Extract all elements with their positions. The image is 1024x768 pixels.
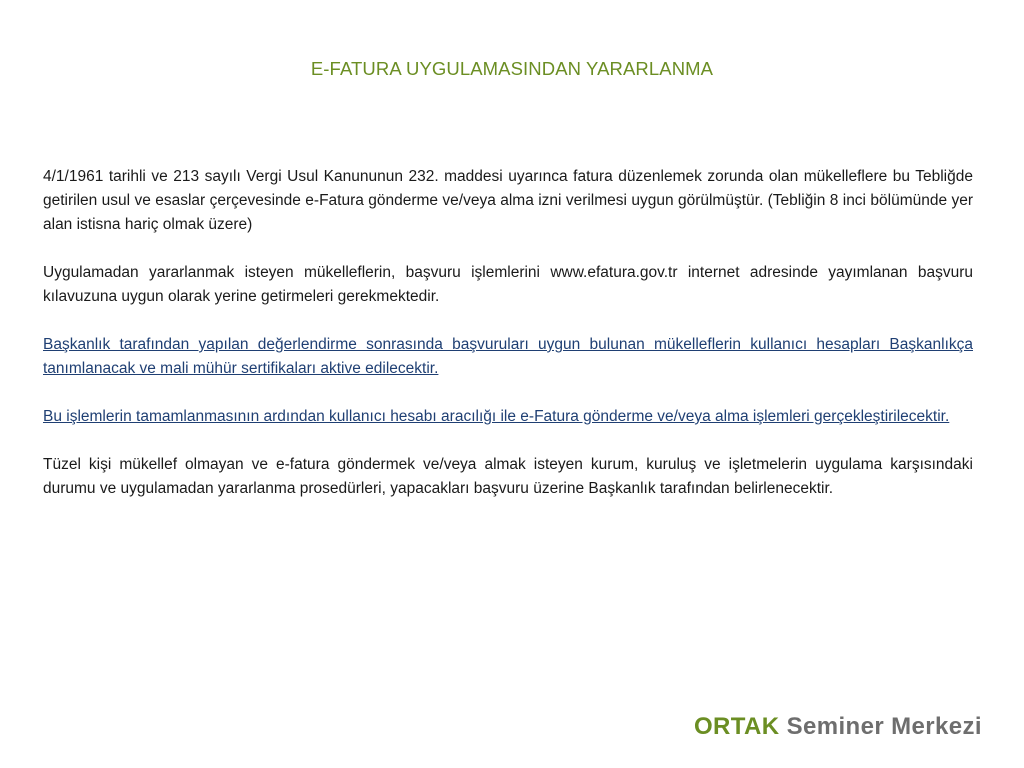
paragraph-user-account: Bu işlemlerin tamamlanmasının ardından kullanıcı hesabı aracılığı ile e-Fatura gönderme ve/veya alma işlemleri gerçekleştirilecektir.: [43, 408, 950, 425]
paragraph-evaluation: Başkanlık tarafından yapılan değerlendirme sonrasında başvuruları uygun bulunan mükelleflerin kullanıcı hesapları Başkanlıkça tanımlanacak ve mali mühür sertifikaları aktive edilecektir.: [43, 336, 973, 377]
paragraph-legal-entities: Tüzel kişi mükellef olmayan ve e-fatura göndermek ve/veya almak isteyen kurum, kuruluş ve işletmelerin uygulama karşısındaki durumu ve uygulamadan yararlanma prosedürleri, yapacakları başvuru üzerine Başkanlık tarafından belirlenecektir.: [43, 456, 973, 497]
brand-name-strong: ORTAK: [693, 713, 780, 740]
paragraph-law-reference: 4/1/1961 tarihli ve 213 sayılı Vergi Usul Kanununun 232. maddesi uyarınca fatura düzenlemek zorunda olan mükelleflere bu Tebliğde getirilen usul ve esaslar çerçevesinde e-Fatura gönderme ve/veya alma izni verilmesi uygun görülmüştür. (Tebliğin 8 inci bölümünde yer alan istisna hariç olmak üzere): [43, 168, 973, 233]
brand-name-rest: Seminer Merkezi: [786, 713, 982, 740]
brand-logo: [694, 713, 982, 741]
paragraph-application: Uygulamadan yararlanmak isteyen mükelleflerin, başvuru işlemlerini www.efatura.gov.tr internet adresinde yayımlanan başvuru kılavuzuna uygun olarak yerine getirmeleri gerekmektedir.: [43, 264, 973, 305]
slide-title: E-FATURA UYGULAMASINDAN YARARLANMA: [310, 58, 714, 79]
slide-body: [43, 165, 973, 525]
